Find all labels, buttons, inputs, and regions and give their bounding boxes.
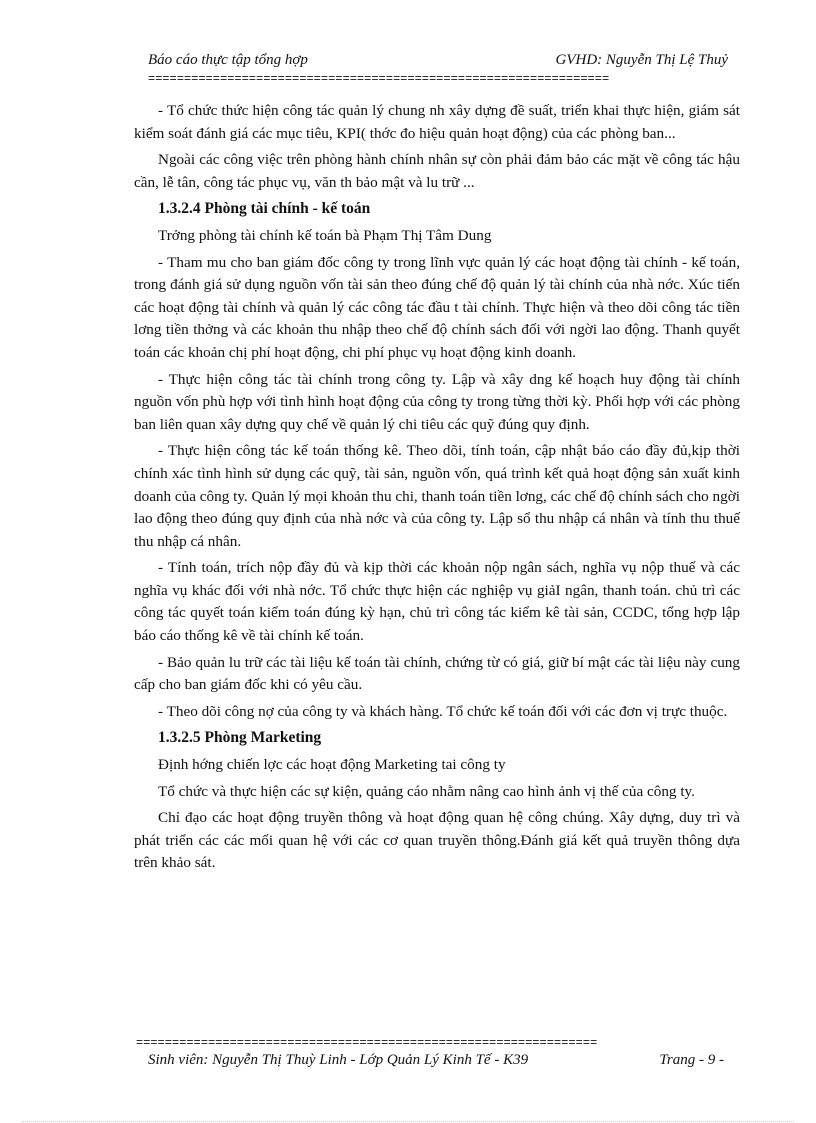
header-supervisor: GVHD: Nguyễn Thị Lệ Thuỷ	[555, 52, 728, 68]
body-paragraph: Tổ chức và thực hiện các sự kiện, quảng cáo nhằm nâng cao hình ảnh vị thế của công ty.	[158, 782, 695, 800]
body-paragraph: - Tính toán, trích nộp đầy đủ và kịp thời các khoản nộp ngân sách, nghĩa vụ nộp thuế và các nghĩa vụ khác đối với nhà nớc. Tổ chức thực hiện các nghiệp vụ giảI ngân, thanh toán. chủ trì các công tác quyết toán kiểm toán đúng kỳ hạn, chủ trì công tác kiểm kê tài sản, CCDC, tổng hợp lập báo cáo thống kê về tài chính kế toán.	[134, 559, 740, 645]
body-paragraph: Định hớng chiến lợc các hoạt động Marketing tai công ty	[158, 756, 506, 774]
body-paragraph: - Bảo quản lu trữ các tài liệu kế toán tài chính, chứng từ có giá, giữ bí mật các tài liệu này cung cấp cho ban giám đốc khi có yêu cầu.	[134, 653, 740, 694]
section-heading: 1.3.2.5 Phòng Marketing	[158, 729, 322, 747]
page-header	[148, 52, 728, 72]
footer-page-number: Trang - 9 -	[659, 1052, 724, 1068]
footer-student-info: Sinh viên: Nguyễn Thị Thuỳ Linh - Lớp Quản Lý Kinh Tế - K39	[148, 1052, 529, 1068]
footer-rule: ================================================================	[136, 1036, 598, 1048]
page-footer	[148, 1052, 728, 1072]
header-rule: ================================================================	[148, 72, 610, 84]
header-report-title: Báo cáo thực tập tổng hợp	[148, 52, 308, 68]
body-paragraph: - Thực hiện công tác tài chính trong công ty. Lập và xây dng kế hoạch huy động tài chính nguồn vốn phù hợp với tình hình hoạt động của công ty trong từng thời kỳ. Phối hợp với các phòng ban liên quan xây dựng quy chế về quản lý chi tiêu các quỹ đúng quy định.	[134, 370, 740, 433]
page-bottom-border	[22, 1121, 794, 1122]
body-paragraph: - Theo dõi công nợ của công ty và khách hàng. Tổ chức kế toán đối với các đơn vị trực thuộc.	[158, 702, 728, 720]
body-paragraph: - Tham mu cho ban giám đốc công ty trong lĩnh vực quản lý các hoạt động tài chính - kế toán, trong đánh giá sử dụng nguồn vốn tài sản theo đúng chế độ quản lý tài chính của nhà nớc. Xúc tiến các hoạt động tài chính và quản lý các công tác đầu t tài chính. Thực hiện và theo dõi công tác tiền lơng tiền thởng và các khoản thu nhập theo chế độ chính sách đối với ngời lao động. Thanh quyết toán các khoản chị phí hoạt động, chi phí phục vụ hoạt động kinh doanh.	[134, 253, 740, 361]
body-paragraph: Chỉ đạo các hoạt động truyền thông và hoạt động quan hệ công chúng. Xây dựng, duy trì và phát triển các các mối quan hệ với các cơ quan truyền thông.Đánh giá kết quả truyền thông dựa trên khảo sát.	[134, 809, 740, 872]
body-paragraph: - Thực hiện công tác kế toán thống kê. Theo dõi, tính toán, cập nhật báo cáo đầy đủ,kịp thời chính xác tình hình sử dụng các quỹ, tài sản, nguồn vốn, quá trình kết quả hoạt động sản xuất kinh doanh của công ty. Quản lý mọi khoản thu chi, thanh toán tiền lơng, các chế độ chính sách cho ngời lao động theo đúng quy định của nhà nớc và của công ty. Lập sổ thu nhập cá nhân và tính thu thuế thu nhập cá nhân.	[134, 442, 740, 550]
body-paragraph: Ngoài các công việc trên phòng hành chính nhân sự còn phải đảm bảo các mặt về công tác hậu cần, lễ tân, công tác phục vụ, văn th bảo mật và lu trữ ...	[134, 151, 740, 191]
body-paragraph: Trởng phòng tài chính kế toán bà Phạm Thị Tâm Dung	[158, 226, 492, 244]
body-paragraph: - Tổ chức thức hiện công tác quản lý chung nh xây dựng đề suất, triển khai thực hiện, giám sát kiểm soát đánh giá các mục tiêu, KPI( thớc đo hiệu quản hoạt động) của các phòng ban...	[134, 102, 740, 142]
document-body	[134, 100, 740, 879]
section-heading: 1.3.2.4 Phòng tài chính - kế toán	[158, 200, 371, 218]
